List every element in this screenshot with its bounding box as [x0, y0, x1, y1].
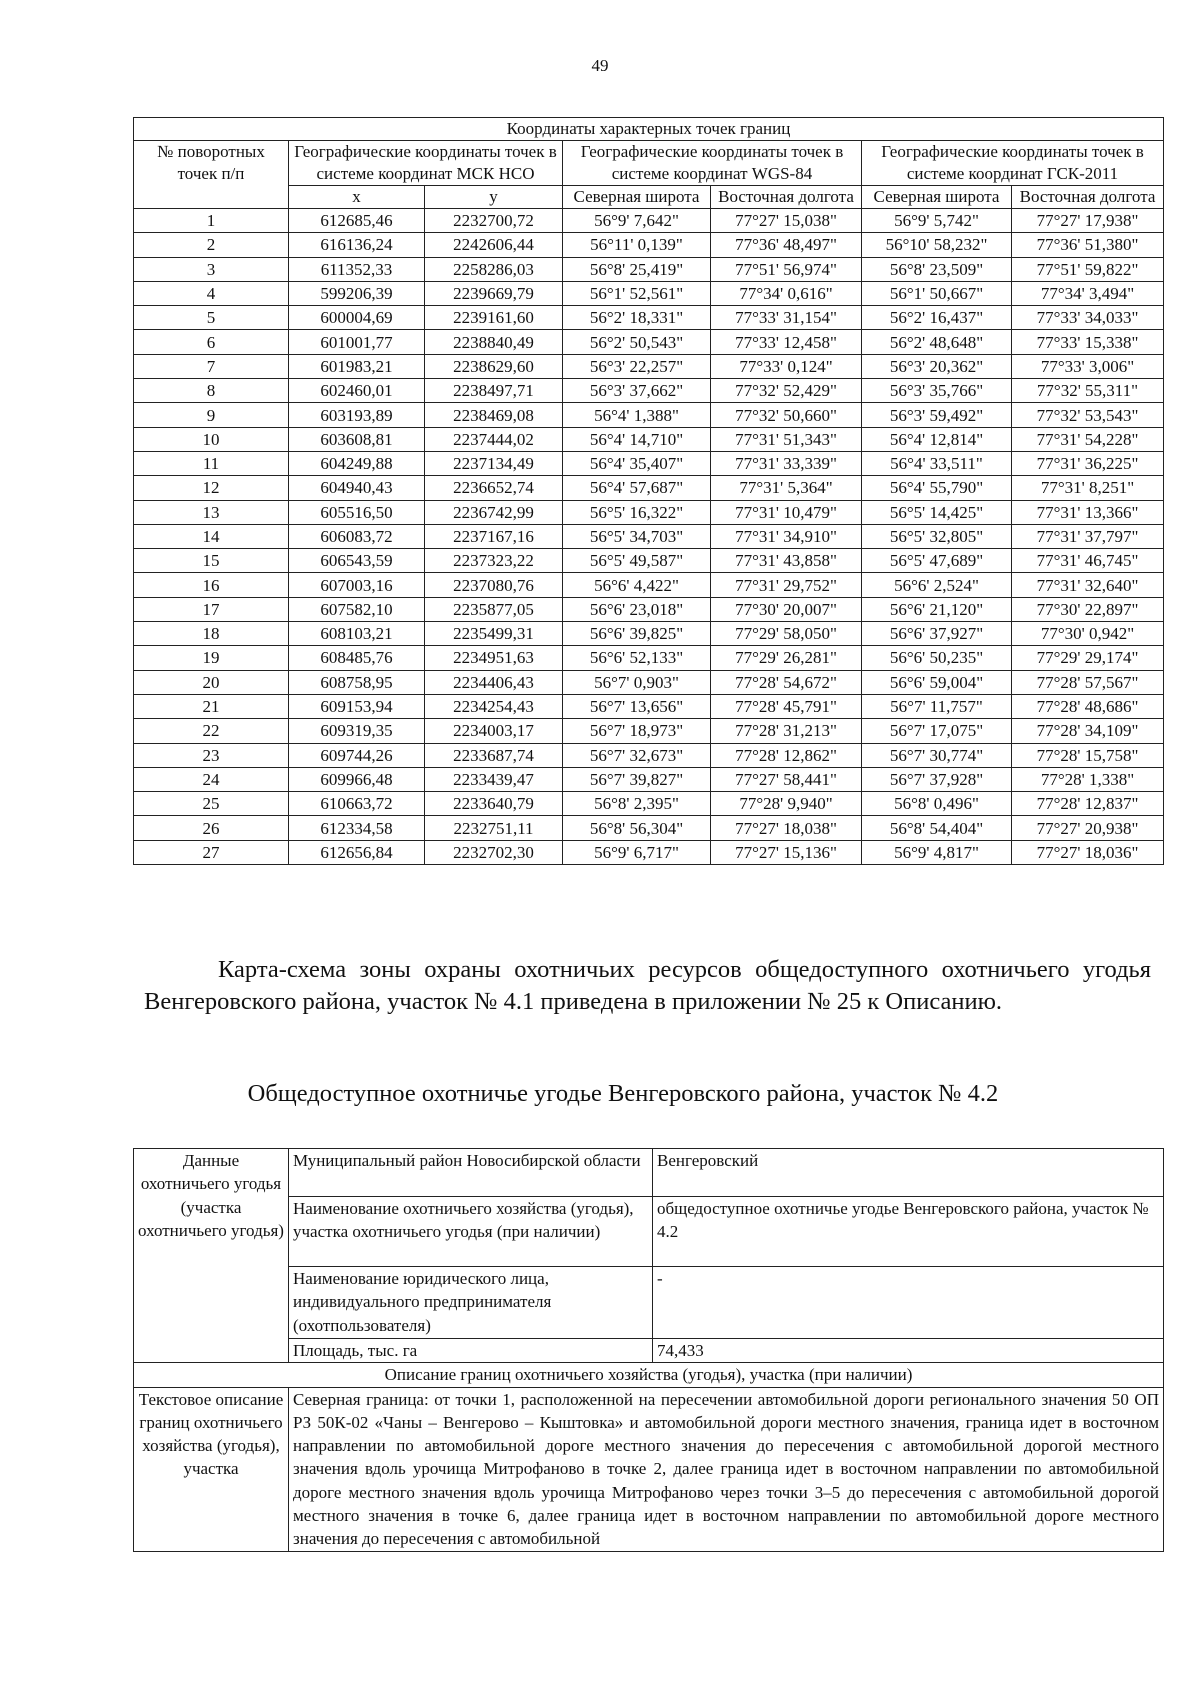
cell-msk-x: 609744,26 — [289, 743, 425, 767]
cell-wgs-north: 56°6' 52,133" — [563, 646, 711, 670]
cell-point-number: 16 — [134, 573, 289, 597]
table-row — [134, 767, 1164, 791]
cell-gsk-north: 56°6' 2,524" — [862, 573, 1012, 597]
cell-msk-y: 2238469,08 — [425, 403, 563, 427]
cell-gsk-north: 56°1' 50,667" — [862, 281, 1012, 305]
cell-gsk-north: 56°8' 23,509" — [862, 257, 1012, 281]
cell-point-number: 1 — [134, 209, 289, 233]
cell-point-number: 9 — [134, 403, 289, 427]
cell-point-number: 27 — [134, 840, 289, 864]
cell-wgs-north: 56°11' 0,139" — [563, 233, 711, 257]
cell-gsk-east: 77°28' 12,837" — [1012, 792, 1164, 816]
header-wgs84: Географические координаты точек в системе координат WGS-84 — [563, 141, 862, 186]
cell-gsk-east: 77°32' 53,543" — [1012, 403, 1164, 427]
cell-msk-y: 2233687,74 — [425, 743, 563, 767]
cell-msk-x: 608103,21 — [289, 622, 425, 646]
cell-gsk-east: 77°30' 22,897" — [1012, 597, 1164, 621]
table-row — [134, 330, 1164, 354]
cell-msk-x: 603193,89 — [289, 403, 425, 427]
cell-wgs-east: 77°27' 18,038" — [711, 816, 862, 840]
cell-gsk-east: 77°31' 13,366" — [1012, 500, 1164, 524]
header-gsk2011: Географические координаты точек в системе координат ГСК-2011 — [862, 141, 1164, 186]
cell-wgs-north: 56°6' 4,422" — [563, 573, 711, 597]
cell-msk-y: 2234951,63 — [425, 646, 563, 670]
table-row — [134, 379, 1164, 403]
table-row — [134, 403, 1164, 427]
text-description-value: Северная граница: от точки 1, расположенной на пересечении автомобильной дороги регионального значения 50 ОП РЗ 50К-02 «Чаны – Венгерово – Кыштовка» и автомобильной дороги местного значения, граница идет в восточном направлении по автомобильной дороге местного значения до пересечения с автомобильной дорогой местного значения вдоль урочища Митрофаново в точке 2, далее граница идет в восточном направлении по автомобильной дороге местного значения вдоль урочища Митрофаново через точки 3–5 до пересечения с автомобильной дорогой местного значения в точке 6, далее граница идет в восточном направлении по автомобильной дороге местного значения до пересечения с автомобильной — [289, 1387, 1164, 1551]
table-row — [134, 597, 1164, 621]
table-row — [134, 792, 1164, 816]
cell-gsk-north: 56°5' 47,689" — [862, 549, 1012, 573]
cell-wgs-north: 56°3' 37,662" — [563, 379, 711, 403]
cell-gsk-north: 56°2' 16,437" — [862, 306, 1012, 330]
table-row — [134, 743, 1164, 767]
cell-wgs-east: 77°31' 29,752" — [711, 573, 862, 597]
cell-gsk-north: 56°6' 37,927" — [862, 622, 1012, 646]
cell-wgs-north: 56°1' 52,561" — [563, 281, 711, 305]
cell-wgs-north: 56°8' 2,395" — [563, 792, 711, 816]
cell-wgs-north: 56°5' 16,322" — [563, 500, 711, 524]
cell-wgs-north: 56°4' 14,710" — [563, 427, 711, 451]
header-gsk-east: Восточная долгота — [1012, 186, 1164, 209]
cell-wgs-north: 56°7' 13,656" — [563, 694, 711, 718]
cell-wgs-east: 77°36' 48,497" — [711, 233, 862, 257]
cell-wgs-east: 77°29' 26,281" — [711, 646, 862, 670]
cell-wgs-east: 77°28' 9,940" — [711, 792, 862, 816]
table-row — [134, 500, 1164, 524]
cell-wgs-east: 77°33' 31,154" — [711, 306, 862, 330]
cell-point-number: 25 — [134, 792, 289, 816]
cell-msk-x: 612656,84 — [289, 840, 425, 864]
table-row — [134, 354, 1164, 378]
table-row — [134, 209, 1164, 233]
row-label-district: Муниципальный район Новосибирской области — [289, 1149, 653, 1197]
row-label-name: Наименование охотничьего хозяйства (угодья), участка охотничьего угодья (при наличии) — [289, 1197, 653, 1267]
cell-msk-x: 610663,72 — [289, 792, 425, 816]
cell-wgs-north: 56°7' 39,827" — [563, 767, 711, 791]
cell-gsk-north: 56°4' 33,511" — [862, 451, 1012, 475]
cell-msk-x: 604940,43 — [289, 476, 425, 500]
cell-point-number: 14 — [134, 524, 289, 548]
cell-msk-y: 2237080,76 — [425, 573, 563, 597]
cell-gsk-north: 56°7' 37,928" — [862, 767, 1012, 791]
cell-point-number: 2 — [134, 233, 289, 257]
cell-wgs-east: 77°31' 43,858" — [711, 549, 862, 573]
cell-msk-y: 2239161,60 — [425, 306, 563, 330]
cell-gsk-east: 77°28' 57,567" — [1012, 670, 1164, 694]
table-row — [134, 257, 1164, 281]
table-row — [134, 670, 1164, 694]
cell-gsk-north: 56°7' 11,757" — [862, 694, 1012, 718]
cell-wgs-east: 77°34' 0,616" — [711, 281, 862, 305]
cell-msk-y: 2239669,79 — [425, 281, 563, 305]
cell-msk-x: 599206,39 — [289, 281, 425, 305]
cell-wgs-east: 77°27' 15,038" — [711, 209, 862, 233]
boundaries-section-header: Описание границ охотничьего хозяйства (угодья), участка (при наличии) — [134, 1363, 1164, 1387]
cell-gsk-east: 77°36' 51,380" — [1012, 233, 1164, 257]
cell-wgs-east: 77°28' 54,672" — [711, 670, 862, 694]
cell-point-number: 24 — [134, 767, 289, 791]
cell-msk-x: 612334,58 — [289, 816, 425, 840]
row-value-district: Венгеровский — [653, 1149, 1164, 1197]
cell-wgs-east: 77°27' 15,136" — [711, 840, 862, 864]
cell-wgs-north: 56°5' 34,703" — [563, 524, 711, 548]
header-point-number: № поворотных точек п/п — [134, 141, 289, 209]
cell-gsk-east: 77°33' 34,033" — [1012, 306, 1164, 330]
cell-msk-x: 601983,21 — [289, 354, 425, 378]
cell-wgs-east: 77°31' 51,343" — [711, 427, 862, 451]
cell-msk-y: 2232700,72 — [425, 209, 563, 233]
page-number: 49 — [591, 56, 609, 75]
cell-gsk-east: 77°31' 37,797" — [1012, 524, 1164, 548]
cell-wgs-north: 56°5' 49,587" — [563, 549, 711, 573]
cell-point-number: 7 — [134, 354, 289, 378]
row-label-legal-entity: Наименование юридического лица, индивидуального предпринимателя (охотпользователя) — [289, 1267, 653, 1339]
cell-gsk-east: 77°30' 0,942" — [1012, 622, 1164, 646]
cell-msk-y: 2236652,74 — [425, 476, 563, 500]
cell-msk-y: 2238629,60 — [425, 354, 563, 378]
cell-gsk-north: 56°6' 50,235" — [862, 646, 1012, 670]
cell-point-number: 6 — [134, 330, 289, 354]
cell-wgs-north: 56°4' 57,687" — [563, 476, 711, 500]
cell-msk-y: 2238497,71 — [425, 379, 563, 403]
cell-wgs-east: 77°28' 31,213" — [711, 719, 862, 743]
cell-msk-x: 608758,95 — [289, 670, 425, 694]
cell-point-number: 3 — [134, 257, 289, 281]
cell-wgs-north: 56°4' 1,388" — [563, 403, 711, 427]
cell-msk-y: 2233439,47 — [425, 767, 563, 791]
cell-point-number: 8 — [134, 379, 289, 403]
header-wgs-north: Северная широта — [563, 186, 711, 209]
cell-msk-x: 606543,59 — [289, 549, 425, 573]
side-label: Данные охотничьего угодья (участка охотничьего угодья) — [134, 1149, 289, 1363]
table-row — [134, 816, 1164, 840]
table-row — [134, 549, 1164, 573]
cell-msk-y: 2233640,79 — [425, 792, 563, 816]
cell-msk-x: 605516,50 — [289, 500, 425, 524]
cell-gsk-north: 56°2' 48,648" — [862, 330, 1012, 354]
cell-gsk-east: 77°29' 29,174" — [1012, 646, 1164, 670]
text-description-label: Текстовое описание границ охотничьего хозяйства (угодья), участка — [134, 1387, 289, 1551]
cell-gsk-east: 77°28' 34,109" — [1012, 719, 1164, 743]
row-value-name: общедоступное охотничье угодье Венгеровского района, участок № 4.2 — [653, 1197, 1164, 1267]
cell-msk-x: 609319,35 — [289, 719, 425, 743]
cell-msk-y: 2237323,22 — [425, 549, 563, 573]
cell-gsk-north: 56°7' 17,075" — [862, 719, 1012, 743]
cell-wgs-north: 56°6' 39,825" — [563, 622, 711, 646]
cell-msk-y: 2232751,11 — [425, 816, 563, 840]
cell-gsk-east: 77°27' 18,036" — [1012, 840, 1164, 864]
header-wgs-east: Восточная долгота — [711, 186, 862, 209]
table-row — [134, 524, 1164, 548]
coordinates-table — [133, 117, 1164, 865]
cell-gsk-east: 77°27' 20,938" — [1012, 816, 1164, 840]
cell-msk-y: 2234003,17 — [425, 719, 563, 743]
cell-wgs-east: 77°28' 12,862" — [711, 743, 862, 767]
cell-wgs-north: 56°8' 25,419" — [563, 257, 711, 281]
cell-msk-y: 2238840,49 — [425, 330, 563, 354]
cell-gsk-east: 77°28' 1,338" — [1012, 767, 1164, 791]
cell-msk-y: 2237444,02 — [425, 427, 563, 451]
cell-msk-y: 2237167,16 — [425, 524, 563, 548]
header-y: y — [425, 186, 563, 209]
hunting-ground-info-table — [133, 1148, 1164, 1552]
coordinates-table-title: Координаты характерных точек границ — [134, 118, 1164, 141]
header-x: x — [289, 186, 425, 209]
cell-gsk-north: 56°9' 4,817" — [862, 840, 1012, 864]
cell-point-number: 26 — [134, 816, 289, 840]
cell-wgs-east: 77°30' 20,007" — [711, 597, 862, 621]
cell-gsk-north: 56°5' 14,425" — [862, 500, 1012, 524]
cell-msk-x: 612685,46 — [289, 209, 425, 233]
cell-wgs-east: 77°33' 0,124" — [711, 354, 862, 378]
cell-point-number: 18 — [134, 622, 289, 646]
cell-msk-y: 2258286,03 — [425, 257, 563, 281]
cell-gsk-east: 77°27' 17,938" — [1012, 209, 1164, 233]
table-row — [134, 476, 1164, 500]
cell-msk-x: 609966,48 — [289, 767, 425, 791]
table-row — [134, 427, 1164, 451]
cell-msk-y: 2235499,31 — [425, 622, 563, 646]
cell-msk-y: 2235877,05 — [425, 597, 563, 621]
cell-gsk-north: 56°8' 0,496" — [862, 792, 1012, 816]
cell-gsk-north: 56°3' 59,492" — [862, 403, 1012, 427]
cell-point-number: 5 — [134, 306, 289, 330]
table-row — [134, 694, 1164, 718]
cell-wgs-north: 56°2' 50,543" — [563, 330, 711, 354]
cell-wgs-north: 56°2' 18,331" — [563, 306, 711, 330]
cell-point-number: 21 — [134, 694, 289, 718]
cell-msk-y: 2242606,44 — [425, 233, 563, 257]
cell-gsk-north: 56°4' 12,814" — [862, 427, 1012, 451]
cell-wgs-east: 77°31' 34,910" — [711, 524, 862, 548]
cell-msk-x: 609153,94 — [289, 694, 425, 718]
table-row — [134, 719, 1164, 743]
header-gsk-north: Северная широта — [862, 186, 1012, 209]
cell-point-number: 23 — [134, 743, 289, 767]
cell-gsk-east: 77°34' 3,494" — [1012, 281, 1164, 305]
cell-gsk-east: 77°51' 59,822" — [1012, 257, 1164, 281]
cell-gsk-north: 56°6' 59,004" — [862, 670, 1012, 694]
cell-gsk-north: 56°7' 30,774" — [862, 743, 1012, 767]
cell-point-number: 20 — [134, 670, 289, 694]
cell-point-number: 15 — [134, 549, 289, 573]
cell-gsk-east: 77°33' 15,338" — [1012, 330, 1164, 354]
cell-wgs-north: 56°8' 56,304" — [563, 816, 711, 840]
cell-gsk-north: 56°3' 20,362" — [862, 354, 1012, 378]
table-row — [134, 233, 1164, 257]
cell-gsk-east: 77°31' 36,225" — [1012, 451, 1164, 475]
cell-gsk-east: 77°31' 32,640" — [1012, 573, 1164, 597]
cell-wgs-east: 77°31' 5,364" — [711, 476, 862, 500]
cell-wgs-east: 77°33' 12,458" — [711, 330, 862, 354]
cell-msk-x: 604249,88 — [289, 451, 425, 475]
cell-wgs-east: 77°28' 45,791" — [711, 694, 862, 718]
cell-wgs-east: 77°51' 56,974" — [711, 257, 862, 281]
cell-msk-y: 2237134,49 — [425, 451, 563, 475]
cell-wgs-north: 56°7' 32,673" — [563, 743, 711, 767]
cell-point-number: 11 — [134, 451, 289, 475]
cell-wgs-east: 77°31' 10,479" — [711, 500, 862, 524]
cell-msk-x: 602460,01 — [289, 379, 425, 403]
cell-msk-x: 601001,77 — [289, 330, 425, 354]
cell-msk-y: 2232702,30 — [425, 840, 563, 864]
cell-msk-x: 607582,10 — [289, 597, 425, 621]
table-row — [134, 646, 1164, 670]
row-value-legal-entity: - — [653, 1267, 1164, 1339]
cell-msk-x: 608485,76 — [289, 646, 425, 670]
cell-msk-x: 611352,33 — [289, 257, 425, 281]
cell-wgs-east: 77°29' 58,050" — [711, 622, 862, 646]
cell-point-number: 19 — [134, 646, 289, 670]
table-row — [134, 622, 1164, 646]
cell-gsk-north: 56°8' 54,404" — [862, 816, 1012, 840]
cell-gsk-north: 56°9' 5,742" — [862, 209, 1012, 233]
map-reference-paragraph: Карта-схема зоны охраны охотничьих ресурсов общедоступного охотничьего угодья Венгеровского района, участок № 4.1 приведена в приложении № 25 к Описанию. — [144, 956, 1151, 1015]
cell-msk-x: 607003,16 — [289, 573, 425, 597]
cell-gsk-north: 56°6' 21,120" — [862, 597, 1012, 621]
table-row — [134, 281, 1164, 305]
cell-msk-x: 606083,72 — [289, 524, 425, 548]
cell-point-number: 12 — [134, 476, 289, 500]
row-label-area: Площадь, тыс. га — [289, 1339, 653, 1363]
cell-gsk-east: 77°31' 8,251" — [1012, 476, 1164, 500]
cell-wgs-north: 56°7' 18,973" — [563, 719, 711, 743]
cell-gsk-east: 77°33' 3,006" — [1012, 354, 1164, 378]
cell-gsk-north: 56°4' 55,790" — [862, 476, 1012, 500]
cell-point-number: 17 — [134, 597, 289, 621]
cell-gsk-north: 56°10' 58,232" — [862, 233, 1012, 257]
cell-point-number: 22 — [134, 719, 289, 743]
cell-point-number: 13 — [134, 500, 289, 524]
cell-gsk-north: 56°3' 35,766" — [862, 379, 1012, 403]
table-row — [134, 306, 1164, 330]
row-value-area: 74,433 — [653, 1339, 1164, 1363]
cell-point-number: 10 — [134, 427, 289, 451]
cell-msk-x: 616136,24 — [289, 233, 425, 257]
cell-wgs-north: 56°9' 6,717" — [563, 840, 711, 864]
cell-msk-y: 2236742,99 — [425, 500, 563, 524]
cell-wgs-north: 56°6' 23,018" — [563, 597, 711, 621]
cell-gsk-east: 77°32' 55,311" — [1012, 379, 1164, 403]
table-row — [134, 840, 1164, 864]
cell-gsk-east: 77°31' 46,745" — [1012, 549, 1164, 573]
cell-wgs-north: 56°7' 0,903" — [563, 670, 711, 694]
cell-wgs-east: 77°31' 33,339" — [711, 451, 862, 475]
cell-msk-x: 603608,81 — [289, 427, 425, 451]
cell-wgs-east: 77°32' 52,429" — [711, 379, 862, 403]
cell-msk-y: 2234254,43 — [425, 694, 563, 718]
cell-point-number: 4 — [134, 281, 289, 305]
cell-gsk-east: 77°28' 48,686" — [1012, 694, 1164, 718]
cell-wgs-north: 56°9' 7,642" — [563, 209, 711, 233]
cell-wgs-east: 77°27' 58,441" — [711, 767, 862, 791]
cell-msk-y: 2234406,43 — [425, 670, 563, 694]
header-msk-nso: Географические координаты точек в системе координат МСК НСО — [289, 141, 563, 186]
cell-msk-x: 600004,69 — [289, 306, 425, 330]
cell-wgs-east: 77°32' 50,660" — [711, 403, 862, 427]
table-row — [134, 451, 1164, 475]
cell-gsk-east: 77°28' 15,758" — [1012, 743, 1164, 767]
cell-wgs-north: 56°4' 35,407" — [563, 451, 711, 475]
cell-gsk-north: 56°5' 32,805" — [862, 524, 1012, 548]
cell-gsk-east: 77°31' 54,228" — [1012, 427, 1164, 451]
cell-wgs-north: 56°3' 22,257" — [563, 354, 711, 378]
section-heading: Общедоступное охотничье угодье Венгеровского района, участок № 4.2 — [247, 1080, 999, 1107]
table-row — [134, 573, 1164, 597]
